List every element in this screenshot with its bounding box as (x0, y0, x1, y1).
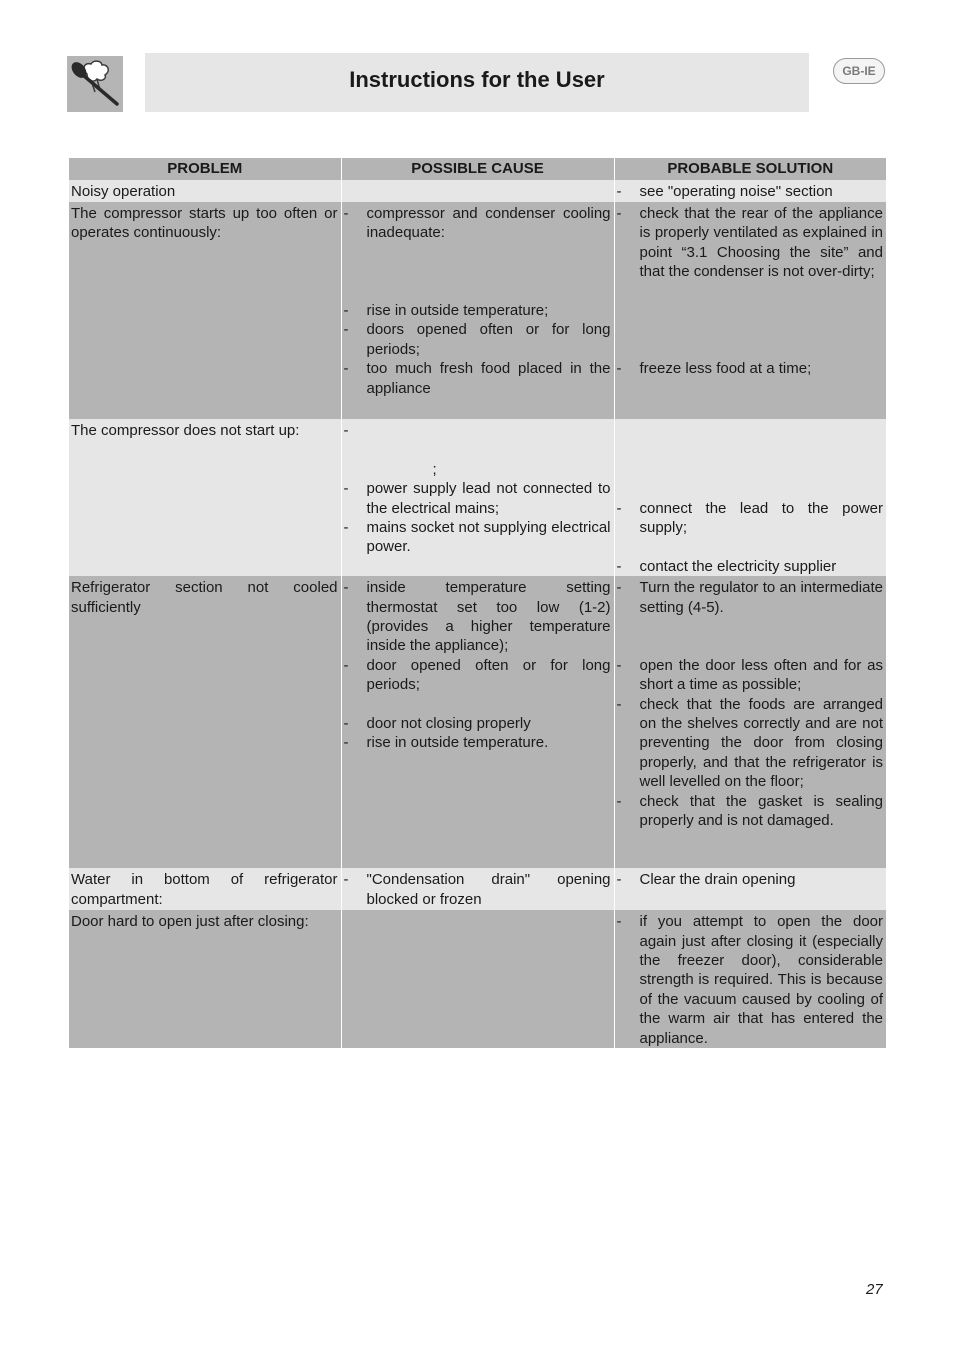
solution-cell (614, 419, 886, 576)
cause-text: door not closing properly (366, 715, 531, 733)
problem-cell (69, 576, 341, 868)
bullet-dash: - (616, 656, 622, 674)
bullet-dash: - (343, 656, 349, 674)
table-row (69, 202, 886, 419)
bullet-dash: - (343, 519, 349, 537)
cause-text: rise in outside temperature. (366, 734, 549, 752)
bullet-dash: - (343, 480, 349, 498)
list-item (617, 870, 884, 889)
table-row (69, 910, 886, 1048)
problem-cell (69, 202, 341, 419)
list-item (617, 182, 884, 201)
solution-text: check that the foods are arranged on the shelves correctly and are not preventing the door from closing properly, and that the refrigerator is well levelled on the floor; (639, 695, 883, 791)
cause-note: ; (432, 460, 437, 478)
cause-text: power supply lead not connected to the electrical mains; (366, 480, 611, 517)
solution-text: Clear the drain opening (639, 871, 796, 889)
list-item (344, 301, 611, 320)
list-item (617, 557, 884, 576)
list-item (617, 912, 884, 1048)
list-item (617, 695, 884, 792)
solution-text: contact the electricity supplier (639, 557, 837, 575)
list-item (617, 499, 884, 538)
solution-text: see "operating noise" section (639, 183, 833, 200)
list-item (344, 656, 611, 695)
bullet-dash: - (343, 871, 349, 889)
bullet-dash: - (616, 499, 622, 517)
bullet-dash: - (616, 183, 622, 200)
table-row (69, 180, 886, 202)
solution-text: Turn the regulator to an intermediate setting (4-5). (639, 579, 883, 616)
cause-text: doors opened often or for long periods; (366, 321, 611, 358)
page-number: 27 (866, 1281, 883, 1298)
list-item (344, 714, 611, 733)
page-title: Instructions for the User (349, 67, 605, 92)
bullet-dash: - (616, 792, 622, 810)
problem-cell (69, 868, 341, 910)
bullet-dash: - (616, 695, 622, 713)
problem-cell: Noisy operation (69, 180, 341, 202)
bullet-dash: - (343, 579, 349, 597)
list-item (344, 518, 611, 557)
cause-cell (341, 910, 614, 1048)
solution-cell (614, 576, 886, 868)
bullet-dash: - (616, 557, 622, 575)
list-item (617, 204, 884, 282)
problem-text: Water in bottom of refrigerator compartment: (71, 871, 338, 908)
solution-text: open the door less often and for as short a time as possible; (639, 656, 883, 694)
brand-logo (67, 56, 123, 112)
column-header-problem: PROBLEM (69, 158, 341, 180)
cause-cell (341, 180, 614, 202)
header-bar (145, 53, 809, 112)
cause-text: door opened often or for long periods; (366, 656, 611, 694)
solution-text: check that the gasket is sealing properly and is not damaged. (639, 792, 883, 830)
list-item (617, 359, 884, 378)
bullet-dash: - (616, 205, 622, 222)
list-item (344, 479, 611, 518)
column-header-solution: PROBABLE SOLUTION (614, 158, 886, 180)
cause-text: inside temperature setting thermostat set too low (1-2) (provides a higher temperature inside the appliance); (366, 579, 611, 655)
solution-text: connect the lead to the power supply; (639, 499, 883, 536)
cause-text: "Condensation drain" opening blocked or frozen (366, 871, 611, 908)
cause-cell (341, 868, 614, 910)
solution-text: if you attempt to open the door again just after closing it (especially the freezer door), considerable strength is required. This is because of the vacuum caused by cooling of the warm air that has entered the appliance. (639, 913, 883, 1047)
bullet-dash: - (616, 579, 622, 597)
list-item (344, 733, 611, 752)
list-item (344, 359, 611, 398)
table-header-row (69, 158, 886, 180)
cause-text: mains socket not supplying electrical power. (366, 519, 611, 556)
list-item (344, 578, 611, 656)
column-header-cause: POSSIBLE CAUSE (341, 158, 614, 180)
table-row (69, 419, 886, 576)
list-item (344, 204, 611, 243)
cause-text: compressor and condenser cooling inadequate: (366, 205, 611, 242)
solution-cell (614, 868, 886, 910)
bullet-dash: - (343, 734, 349, 752)
bullet-dash: - (616, 871, 622, 889)
troubleshooting-table (69, 158, 886, 1048)
solution-cell (614, 180, 886, 202)
bullet-dash: - (616, 360, 622, 378)
list-item (344, 421, 611, 440)
bullet-dash: - (343, 422, 349, 439)
problem-text: The compressor starts up too often or operates continuously: (71, 205, 338, 242)
cause-cell (341, 202, 614, 419)
language-badge: GB-IE (833, 58, 885, 84)
bullet-dash: - (343, 302, 349, 319)
problem-cell: The compressor does not start up: (69, 419, 341, 576)
list-item (617, 792, 884, 831)
bullet-dash: - (343, 360, 349, 378)
list-item (617, 656, 884, 695)
solution-text: freeze less food at a time; (639, 360, 812, 378)
cause-cell (341, 576, 614, 868)
solution-text: check that the rear of the appliance is properly ventilated as explained in point “3.1 Choosing the site” and that the condenser is not over-dirty; (639, 205, 883, 281)
problem-cell: Door hard to open just after closing: (69, 910, 341, 1048)
list-item (617, 578, 884, 617)
bullet-dash: - (343, 321, 349, 339)
solution-cell (614, 202, 886, 419)
list-item (344, 870, 611, 909)
cause-text: rise in outside temperature; (366, 302, 549, 319)
chef-spoon-icon (67, 56, 123, 112)
solution-cell (614, 910, 886, 1048)
bullet-dash: - (343, 715, 349, 733)
table-row (69, 868, 886, 910)
cause-cell (341, 419, 614, 576)
list-item (344, 320, 611, 359)
problem-text: Refrigerator section not cooled sufficiently (71, 579, 338, 616)
bullet-dash: - (343, 205, 349, 222)
table-row (69, 576, 886, 868)
bullet-dash: - (616, 913, 622, 931)
cause-text: too much fresh food placed in the appliance (366, 360, 611, 397)
